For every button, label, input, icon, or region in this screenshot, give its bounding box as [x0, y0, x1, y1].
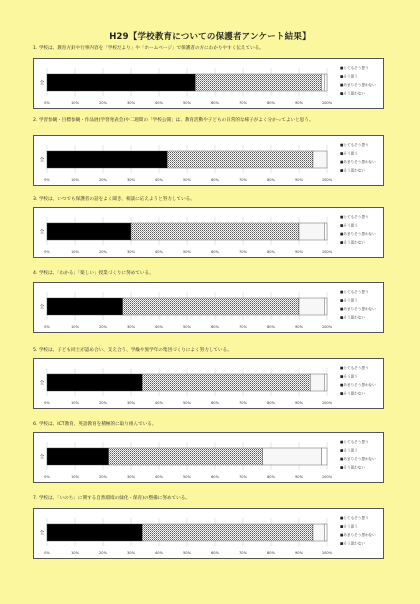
x-tick-label: 0% — [44, 325, 50, 329]
bar-segment — [324, 298, 327, 315]
x-tick-label: 100% — [321, 250, 333, 254]
bar-segment — [47, 374, 142, 391]
chart-legend — [340, 289, 376, 320]
x-tick-label: 50% — [183, 250, 191, 254]
legend-entry: ■そう思う — [340, 74, 358, 79]
x-tick-label: 70% — [239, 551, 247, 555]
page-title: H29【学校教育についての保護者アンケート結果】 — [109, 32, 311, 42]
x-tick-label: 80% — [267, 325, 275, 329]
chart-legend — [340, 365, 376, 396]
legend-entry: ■そう思う — [340, 223, 358, 228]
x-tick-label: 10% — [71, 101, 79, 105]
x-tick-label: 60% — [211, 325, 219, 329]
legend-entry: ■そう思わない — [340, 391, 365, 396]
legend-entry: ■あまりそう思わない — [340, 307, 376, 311]
stacked-bar-chart — [34, 208, 383, 257]
bar-segment — [47, 298, 123, 315]
legend-entry: ■そう思わない — [340, 168, 365, 173]
x-tick-label: 80% — [267, 250, 275, 254]
x-tick-label: 80% — [267, 178, 275, 182]
x-tick-label: 40% — [155, 178, 163, 182]
x-tick-label: 10% — [71, 401, 79, 405]
stacked-bar-chart — [34, 359, 383, 408]
x-tick-label: 40% — [155, 101, 163, 105]
bar-segment — [47, 524, 142, 541]
question-text: 7. 学校は、「いのち」に関する自然環境の緑化・保育)の整備に努めている。 — [33, 496, 190, 501]
x-tick-label: 60% — [211, 250, 219, 254]
x-tick-label: 50% — [183, 475, 191, 479]
x-tick-label: 60% — [211, 178, 219, 182]
question-text: 2. 学習参観・目標参観・作品展(学習発表会)や二週間の「学校公開」は、教育活動や子どもの日常的な様子がよく分かってよいと思う。 — [33, 118, 314, 123]
legend-entry: ■あまりそう思わない — [340, 457, 376, 461]
x-tick-label: 70% — [239, 178, 247, 182]
x-tick-label: 20% — [99, 101, 107, 105]
legend-entry: ■そう思う — [340, 524, 358, 529]
x-tick-label: 90% — [295, 475, 303, 479]
x-tick-label: 10% — [71, 178, 79, 182]
chart-legend — [340, 65, 376, 96]
legend-entry: ■そう思う — [340, 448, 358, 453]
chart-legend — [340, 214, 376, 245]
x-tick-label: 20% — [99, 551, 107, 555]
legend-entry: ■とてもそう思う — [340, 66, 369, 70]
bar-segment — [324, 223, 327, 240]
x-tick-label: 20% — [99, 250, 107, 254]
x-tick-label: 30% — [127, 475, 135, 479]
x-tick-label: 90% — [295, 551, 303, 555]
x-tick-label: 80% — [267, 475, 275, 479]
legend-entry: ■とてもそう思う — [340, 440, 369, 444]
legend-entry: ■とてもそう思う — [340, 215, 369, 219]
x-tick-label: 40% — [155, 401, 163, 405]
x-tick-label: 90% — [295, 178, 303, 182]
bar-segment — [47, 74, 195, 91]
x-tick-label: 20% — [99, 325, 107, 329]
survey-chart — [33, 282, 384, 333]
survey-chart — [33, 432, 384, 483]
chart-legend — [340, 142, 376, 173]
x-tick-label: 100% — [321, 178, 333, 182]
bar-segment — [313, 524, 324, 541]
x-tick-label: 30% — [127, 551, 135, 555]
stacked-bar-chart — [34, 59, 383, 108]
category-label: 全 — [39, 455, 45, 460]
category-label: 全 — [39, 81, 45, 86]
x-tick-label: 0% — [44, 250, 50, 254]
x-tick-label: 60% — [211, 551, 219, 555]
bar-segment — [167, 151, 313, 168]
chart-legend — [340, 439, 376, 470]
legend-entry: ■とてもそう思う — [340, 366, 369, 370]
legend-entry: ■そう思わない — [340, 240, 365, 245]
x-tick-label: 40% — [155, 475, 163, 479]
x-tick-label: 100% — [321, 551, 333, 555]
x-tick-label: 50% — [183, 101, 191, 105]
x-tick-label: 60% — [211, 475, 219, 479]
question-text: 6. 学校は、ICT教育、英語教育を積極的に取り組んでいる。 — [33, 422, 157, 427]
legend-entry: ■そう思わない — [340, 91, 365, 96]
x-tick-label: 0% — [44, 178, 50, 182]
x-tick-label: 10% — [71, 250, 79, 254]
legend-entry: ■そう思わない — [340, 541, 365, 546]
x-tick-label: 90% — [295, 325, 303, 329]
category-label: 全 — [39, 230, 45, 235]
bar-segment — [299, 223, 324, 240]
legend-entry: ■とてもそう思う — [340, 143, 369, 147]
x-tick-label: 70% — [239, 325, 247, 329]
x-tick-label: 0% — [44, 401, 50, 405]
legend-entry: ■そう思わない — [340, 465, 365, 470]
x-tick-label: 70% — [239, 401, 247, 405]
x-tick-label: 30% — [127, 250, 135, 254]
survey-chart — [33, 207, 384, 258]
stacked-bar-chart — [34, 509, 383, 558]
x-tick-label: 100% — [321, 401, 333, 405]
legend-entry: ■とてもそう思う — [340, 516, 369, 520]
stacked-bar-chart — [34, 136, 383, 185]
legend-entry: ■あまりそう思わない — [340, 83, 376, 87]
x-tick-label: 70% — [239, 250, 247, 254]
x-tick-label: 60% — [211, 401, 219, 405]
x-tick-label: 10% — [71, 475, 79, 479]
bar-segment — [324, 524, 327, 541]
x-tick-label: 90% — [295, 250, 303, 254]
x-tick-label: 30% — [127, 178, 135, 182]
bar-segment — [131, 223, 299, 240]
bar-segment — [324, 374, 327, 391]
legend-entry: ■あまりそう思わない — [340, 533, 376, 537]
x-tick-label: 20% — [99, 475, 107, 479]
x-tick-label: 20% — [99, 178, 107, 182]
legend-entry: ■そう思わない — [340, 315, 365, 320]
x-tick-label: 50% — [183, 325, 191, 329]
x-tick-label: 100% — [321, 325, 333, 329]
x-tick-label: 90% — [295, 401, 303, 405]
x-tick-label: 50% — [183, 551, 191, 555]
bar-segment — [47, 223, 131, 240]
question-text: 1. 学校は、教育方針や行事内容を「学校だより」や「ホームページ」で保護者の方にわかりやすく伝えている。 — [33, 46, 264, 51]
survey-chart — [33, 358, 384, 409]
bar-segment — [142, 374, 310, 391]
category-label: 全 — [39, 158, 45, 163]
bar-segment — [321, 74, 324, 91]
x-tick-label: 80% — [267, 101, 275, 105]
x-tick-label: 90% — [295, 101, 303, 105]
x-tick-label: 80% — [267, 401, 275, 405]
category-label: 全 — [39, 305, 45, 310]
x-tick-label: 100% — [321, 475, 333, 479]
legend-entry: ■そう思う — [340, 298, 358, 303]
stacked-bar-chart — [34, 433, 383, 482]
bar-segment — [324, 74, 327, 91]
x-tick-label: 10% — [71, 325, 79, 329]
x-tick-label: 30% — [127, 101, 135, 105]
x-tick-label: 0% — [44, 551, 50, 555]
x-tick-label: 40% — [155, 325, 163, 329]
x-tick-label: 60% — [211, 101, 219, 105]
survey-chart — [33, 58, 384, 109]
x-tick-label: 30% — [127, 325, 135, 329]
legend-entry: ■そう思う — [340, 374, 358, 379]
bar-segment — [310, 374, 324, 391]
question-text: 5. 学校は、子ども同士が認め合い、支え合う、学級や異学年の集団づくりによく努力している。 — [33, 348, 232, 353]
legend-entry: ■とてもそう思う — [340, 290, 369, 294]
legend-entry: ■そう思う — [340, 151, 358, 156]
x-tick-label: 10% — [71, 551, 79, 555]
x-tick-label: 100% — [321, 101, 333, 105]
bar-segment — [195, 74, 321, 91]
bar-segment — [47, 151, 167, 168]
legend-entry: ■あまりそう思わない — [340, 232, 376, 236]
category-label: 全 — [39, 381, 45, 386]
x-tick-label: 70% — [239, 475, 247, 479]
x-tick-label: 0% — [44, 475, 50, 479]
bar-segment — [299, 298, 324, 315]
bar-segment — [321, 448, 327, 465]
bar-segment — [263, 448, 322, 465]
legend-entry: ■あまりそう思わない — [340, 160, 376, 164]
x-tick-label: 0% — [44, 101, 50, 105]
legend-entry: ■あまりそう思わない — [340, 383, 376, 387]
question-text: 3. 学校は、いつでも保護者の話をよく聞き、相談に応えようと努力している。 — [33, 197, 195, 202]
survey-chart — [33, 135, 384, 186]
bar-segment — [47, 448, 109, 465]
bar-segment — [123, 298, 299, 315]
category-label: 全 — [39, 531, 45, 536]
question-text: 4. 学校は、「わかる」「楽しい」授業づくりに努めている。 — [33, 271, 154, 276]
chart-legend — [340, 515, 376, 546]
x-tick-label: 40% — [155, 250, 163, 254]
x-tick-label: 80% — [267, 551, 275, 555]
survey-chart — [33, 508, 384, 559]
bar-segment — [313, 151, 327, 168]
x-tick-label: 20% — [99, 401, 107, 405]
x-tick-label: 30% — [127, 401, 135, 405]
bar-segment — [142, 524, 313, 541]
x-tick-label: 50% — [183, 178, 191, 182]
stacked-bar-chart — [34, 283, 383, 332]
bar-segment — [109, 448, 263, 465]
x-tick-label: 70% — [239, 101, 247, 105]
x-tick-label: 40% — [155, 551, 163, 555]
x-tick-label: 50% — [183, 401, 191, 405]
